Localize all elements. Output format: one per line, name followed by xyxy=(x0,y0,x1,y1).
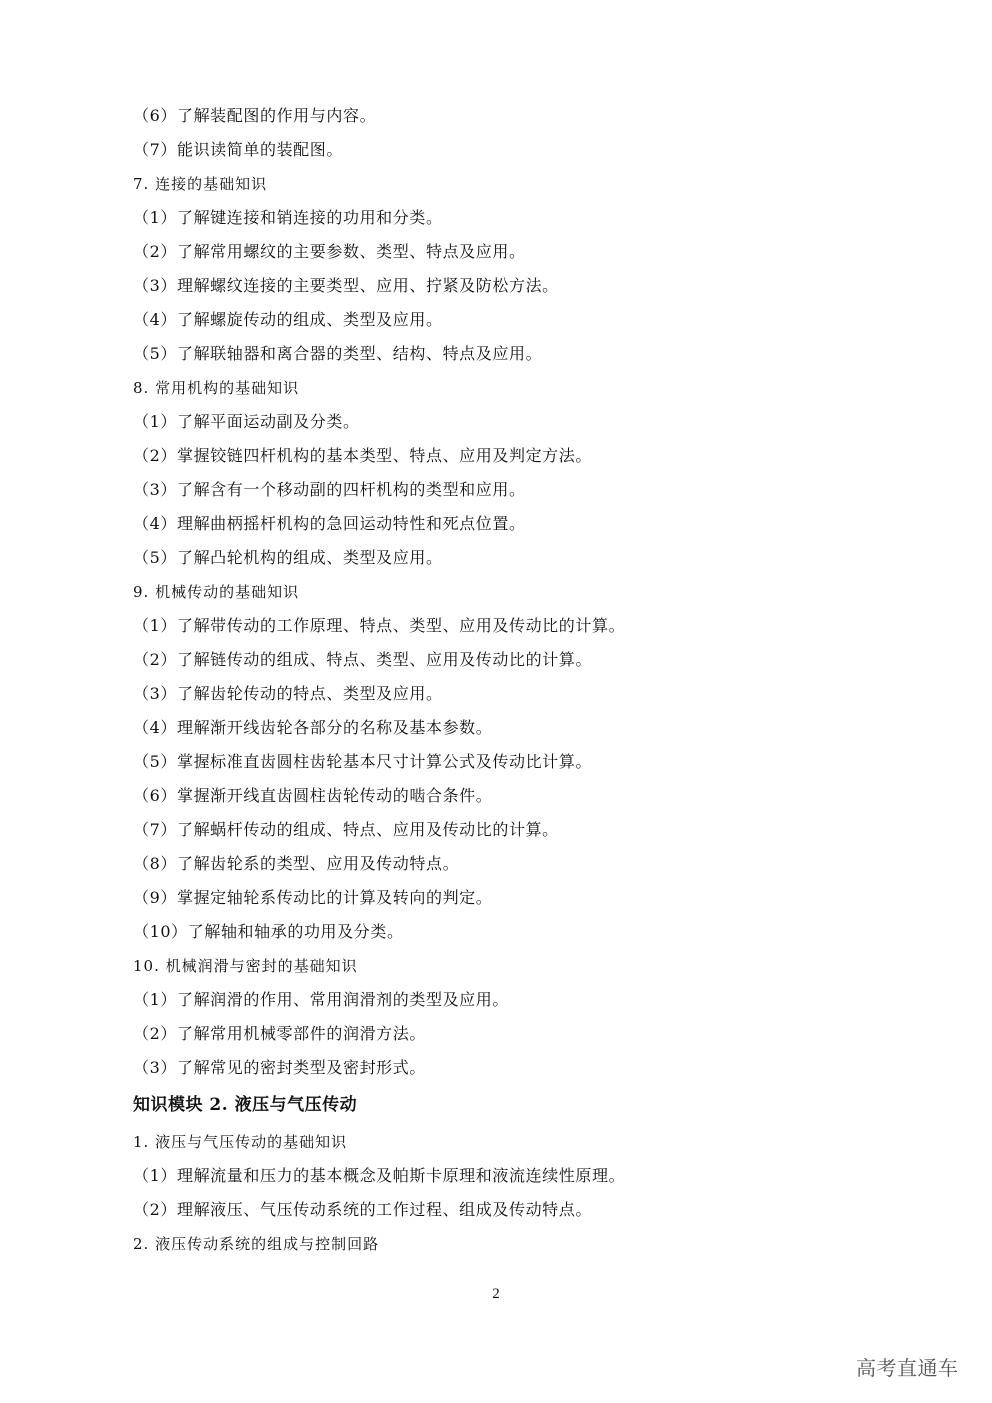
list-item: （7）能识读简单的装配图。 xyxy=(133,140,343,159)
list-item: （9）掌握定轴轮系传动比的计算及转向的判定。 xyxy=(133,888,493,907)
list-item: （2）了解常用螺纹的主要参数、类型、特点及应用。 xyxy=(133,242,526,261)
section-heading: 8. 常用机构的基础知识 xyxy=(133,379,300,397)
section-heading: 1. 液压与气压传动的基础知识 xyxy=(133,1133,348,1151)
list-item: （2）了解链传动的组成、特点、类型、应用及传动比的计算。 xyxy=(133,650,592,669)
list-item: （4）理解曲柄摇杆机构的急回运动特性和死点位置。 xyxy=(133,514,526,533)
watermark: 高考直通车 xyxy=(856,1356,959,1380)
section-heading: 2. 液压传动系统的组成与控制回路 xyxy=(133,1235,380,1253)
list-item: （5）了解联轴器和离合器的类型、结构、特点及应用。 xyxy=(133,344,543,363)
section-heading: 7. 连接的基础知识 xyxy=(133,175,268,193)
list-item: （3）了解齿轮传动的特点、类型及应用。 xyxy=(133,684,443,703)
list-item: （3）了解常见的密封类型及密封形式。 xyxy=(133,1058,426,1077)
list-item: （1）了解键连接和销连接的功用和分类。 xyxy=(133,208,443,227)
section-heading: 10. 机械润滑与密封的基础知识 xyxy=(133,957,358,975)
section-heading: 9. 机械传动的基础知识 xyxy=(133,583,300,601)
list-item: （6）掌握渐开线直齿圆柱齿轮传动的啮合条件。 xyxy=(133,786,493,805)
list-item: （2）了解常用机械零部件的润滑方法。 xyxy=(133,1024,426,1043)
list-item: （2）理解液压、气压传动系统的工作过程、组成及传动特点。 xyxy=(133,1200,592,1219)
list-item: （2）掌握铰链四杆机构的基本类型、特点、应用及判定方法。 xyxy=(133,446,592,465)
list-item: （1）了解润滑的作用、常用润滑剂的类型及应用。 xyxy=(133,990,509,1009)
list-item: （4）了解螺旋传动的组成、类型及应用。 xyxy=(133,310,443,329)
module-heading: 知识模块 2. 液压与气压传动 xyxy=(133,1095,358,1115)
list-item: （8）了解齿轮系的类型、应用及传动特点。 xyxy=(133,854,460,873)
list-item: （1）了解平面运动副及分类。 xyxy=(133,412,360,431)
list-item: （3）理解螺纹连接的主要类型、应用、拧紧及防松方法。 xyxy=(133,276,559,295)
list-item: （6）了解装配图的作用与内容。 xyxy=(133,106,377,125)
list-item: （4）理解渐开线齿轮各部分的名称及基本参数。 xyxy=(133,718,493,737)
list-item: （1）了解带传动的工作原理、特点、类型、应用及传动比的计算。 xyxy=(133,616,626,635)
list-item: （10）了解轴和轴承的功用及分类。 xyxy=(133,922,404,941)
list-item: （5）掌握标准直齿圆柱齿轮基本尺寸计算公式及传动比计算。 xyxy=(133,752,592,771)
list-item: （5）了解凸轮机构的组成、类型及应用。 xyxy=(133,548,443,567)
page-number: 2 xyxy=(492,1286,500,1302)
list-item: （3）了解含有一个移动副的四杆机构的类型和应用。 xyxy=(133,480,526,499)
list-item: （1）理解流量和压力的基本概念及帕斯卡原理和液流连续性原理。 xyxy=(133,1166,626,1185)
list-item: （7）了解蜗杆传动的组成、特点、应用及传动比的计算。 xyxy=(133,820,559,839)
